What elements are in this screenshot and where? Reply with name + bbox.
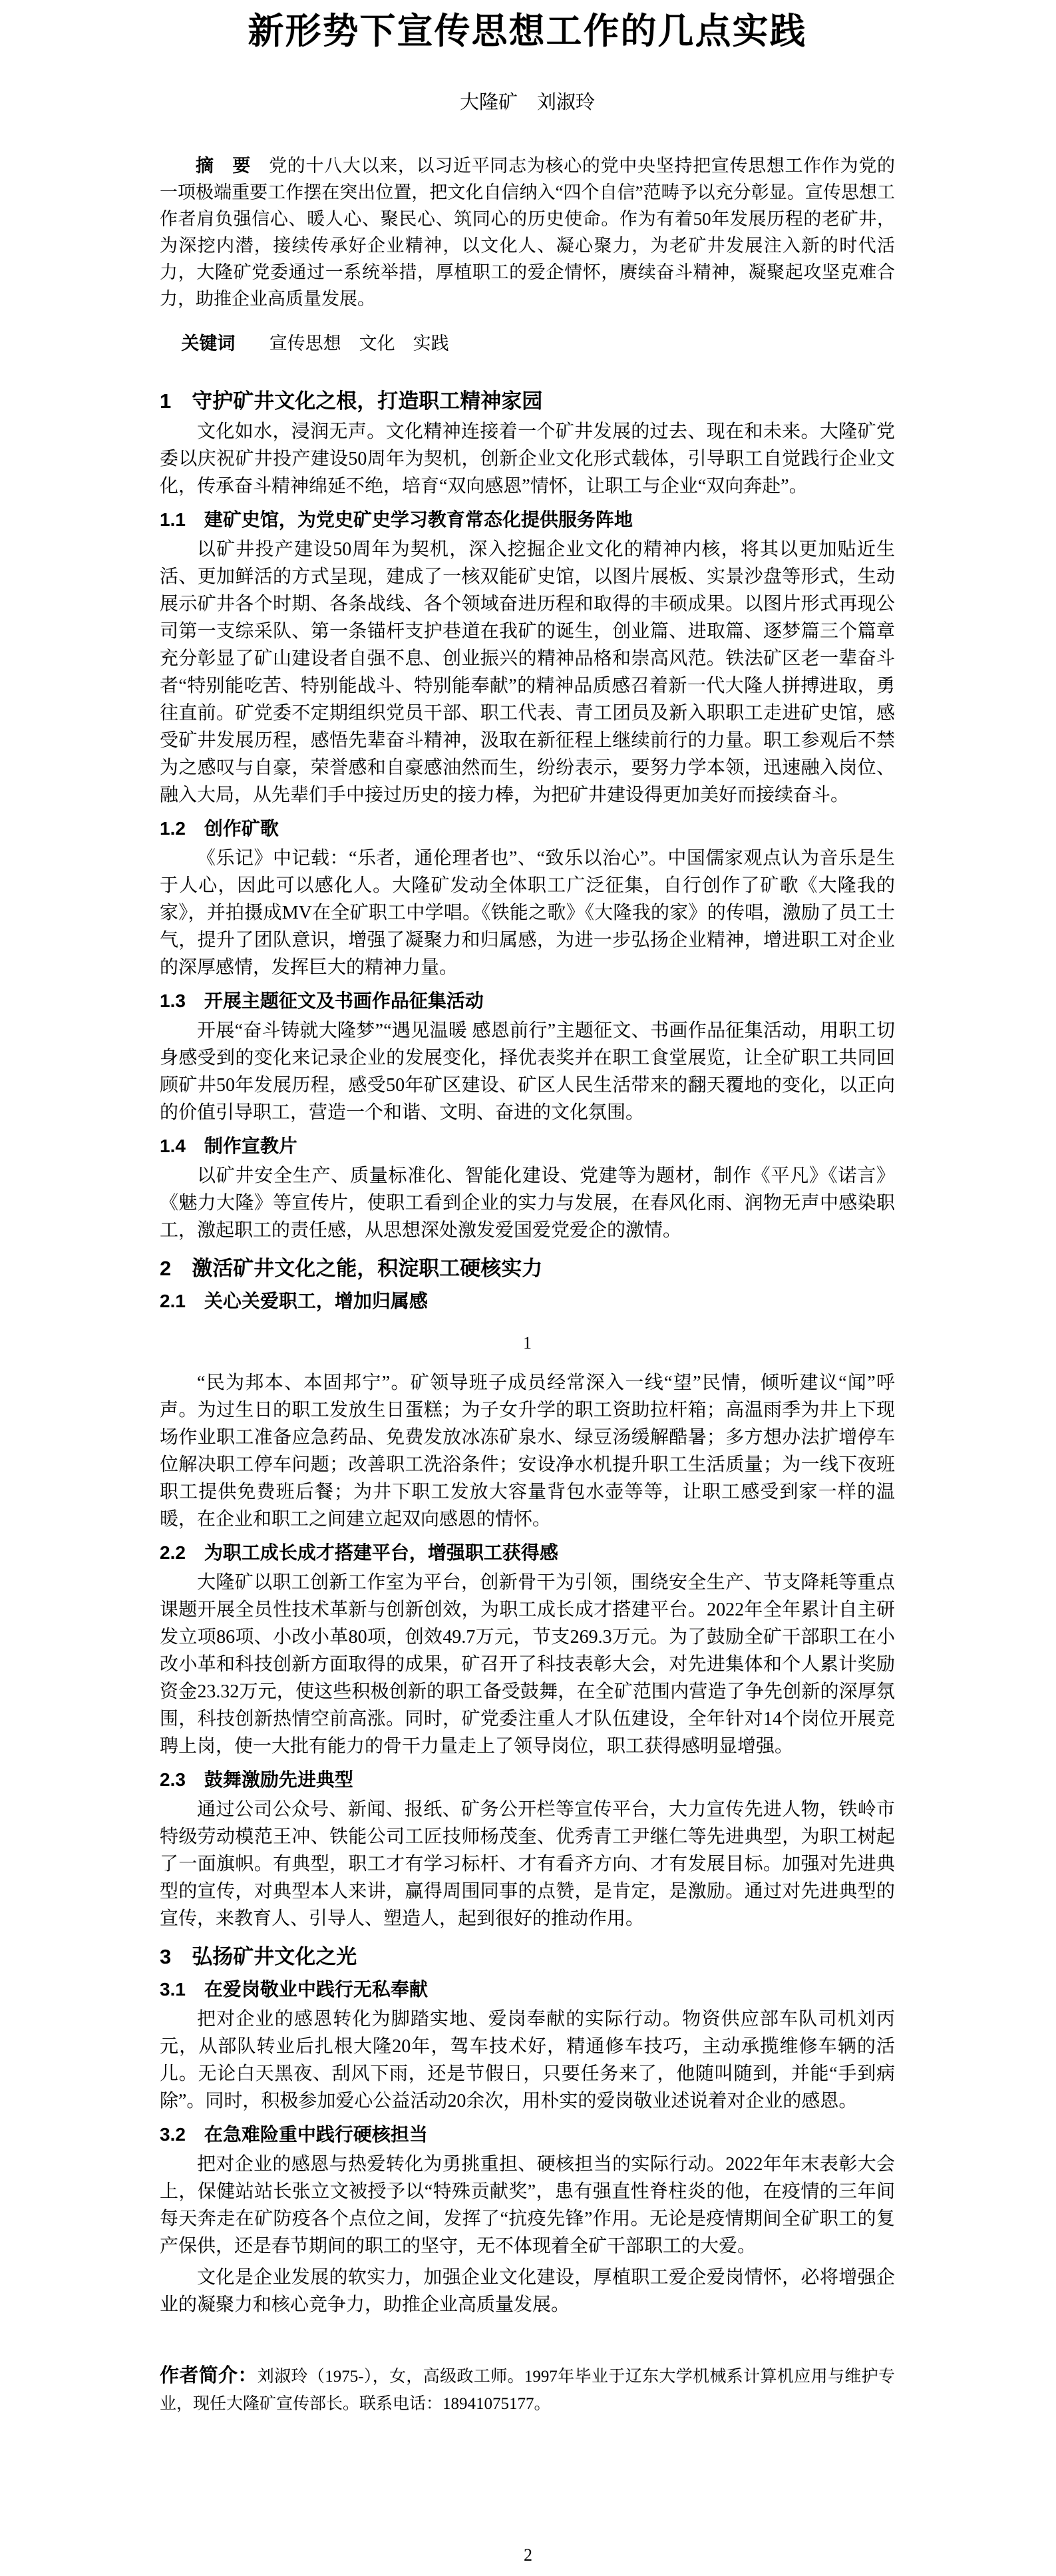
keywords xyxy=(160,330,895,357)
paragraph-conclusion: 文化是企业发展的软实力，加强企业文化建设，厚植职工爱企爱岗情怀，必将增强企业的凝聚力和核心竞争力，助推企业高质量发展。 xyxy=(160,2267,895,2315)
author-bio-text: 刘淑玲（1975-），女，高级政工师。1997年毕业于辽东大学机械系计算机应用与维护专业，现任大隆矿宣传部长。联系电话：18941075177。 xyxy=(160,2368,895,2413)
paragraph-section-2-3: 通过公司公众号、新闻、报纸、矿务公开栏等宣传平台，大力宣传先进人物，铁岭市特级劳动模范王冲、铁能公司工匠技师杨茂奎、优秀青工尹继仁等先进典型，为职工树起了一面旗帜。有典型，职工才有学习标杆、才有看齐方向、才有发展目标。加强对先进典型的宣传，对典型本人来讲，赢得周围同事的点赞，是肯定，是激励。通过对先进典型的宣传，来教育人、引导人、塑造人，起到很好的推动作用。 xyxy=(160,1799,895,1929)
byline: 大隆矿 刘淑玲 xyxy=(459,92,595,113)
heading-section-1: 1 守护矿井文化之根，打造职工精神家园 xyxy=(160,389,543,413)
page-number-1: 1 xyxy=(523,1333,532,1353)
paragraph-section-1-3: 开展“奋斗铸就大隆梦”“遇见温暖 感恩前行”主题征文、书画作品征集活动，用职工切身感受到的变化来记录企业的发展变化，择优表奖并在职工食堂展览，让全矿职工共同回顾矿井50年发展历程，感受50年矿区建设、矿区人民生活带来的翻天覆地的变化，以正向的价值引导职工，营造一个和谐、文明、奋进的文化氛围。 xyxy=(160,1020,895,1123)
author-bio xyxy=(160,2362,895,2418)
heading-section-1-1: 1.1 建矿史馆，为党史矿史学习教育常态化提供服务阵地 xyxy=(160,509,633,530)
keywords-label: 关键词 xyxy=(181,333,236,353)
heading-section-1-2: 1.2 创作矿歌 xyxy=(160,818,279,839)
heading-section-1-4: 1.4 制作宣教片 xyxy=(160,1136,297,1156)
page-number-2: 2 xyxy=(524,2545,532,2565)
heading-section-3-2: 3.2 在急难险重中践行硬核担当 xyxy=(160,2124,428,2145)
paragraph-section-3-2: 把对企业的感恩与热爱转化为勇挑重担、硬核担当的实际行动。2022年年末表彰大会上，保健站站长张立文被授予以“特殊贡献奖”，患有强直性脊柱炎的他，在疫情的三年间每天奔走在矿防疫各个点位之间，发挥了“抗疫先锋”作用。无论是疫情期间全矿职工的复产保供，还是春节期间的职工的坚守，无不体现着全矿干部职工的大爱。 xyxy=(160,2154,895,2256)
heading-section-2: 2 激活矿井文化之能，积淀职工硬核实力 xyxy=(160,1257,543,1280)
keywords-text: 宣传思想 文化 实践 xyxy=(269,333,449,353)
heading-section-1-3: 1.3 开展主题征文及书画作品征集活动 xyxy=(160,990,484,1011)
heading-section-2-3: 2.3 鼓舞激励先进典型 xyxy=(160,1769,353,1790)
author-bio-label: 作者简介： xyxy=(160,2365,258,2386)
paragraph-section-2-2: 大隆矿以职工创新工作室为平台，创新骨干为引领，围绕安全生产、节支降耗等重点课题开展全员性技术革新与创新创效，为职工成长成才搭建平台。2022年全年累计自主研发立项86项、小改小革80项，创效49.7万元，节支269.3万元。为了鼓励全矿干部职工在小改小革和科技创新方面取得的成果，矿召开了科技表彰大会，对先进集体和个人累计奖励资金23.32万元，使这些积极创新的职工备受鼓舞，在全矿范围内营造了争先创新的深厚氛围，科技创新热情空前高涨。同时，矿党委注重人才队伍建设，全年针对14个岗位开展竞聘上岗，使一大批有能力的骨干力量走上了领导岗位，职工获得感明显增强。 xyxy=(160,1572,895,1757)
paragraph-section-1-1: 以矿井投产建设50周年为契机，深入挖掘企业文化的精神内核，将其以更加贴近生活、更加鲜活的方式呈现，建成了一核双能矿史馆，以图片展板、实景沙盘等形式，生动展示矿井各个时期、各条战线、各个领域奋进历程和取得的丰硕成果。以图片形式再现公司第一支综采队、第一条锚杆支护巷道在我矿的诞生，创业篇、进取篇、逐梦篇三个篇章充分彰显了矿山建设者自强不息、创业振兴的精神品格和崇高风范。铁法矿区老一辈奋斗者“特别能吃苦、特别能战斗、特别能奉献”的精神品质感召着新一代大隆人拼搏进取，勇往直前。矿党委不定期组织党员干部、职工代表、青工团员及新入职职工走进矿史馆，感受矿井发展历程，感悟先辈奋斗精神，汲取在新征程上继续前行的力量。职工参观后不禁为之感叹与自豪，荣誉感和自豪感油然而生，纷纷表示，要努力学本领，迅速融入岗位、融入大局，从先辈们手中接过历史的接力棒，为把矿井建设得更加美好而接续奋斗。 xyxy=(160,539,895,805)
heading-section-2-2: 2.2 为职工成长成才搭建平台，增强职工获得感 xyxy=(160,1542,558,1563)
paragraph-section-1-4: 以矿井安全生产、质量标准化、智能化建设、党建等为题材，制作《平凡》《诺言》《魅力大隆》等宣传片，使职工看到企业的实力与发展，在春风化雨、润物无声中感染职工，激起职工的责任感，从思想深处激发爱国爱党爱企的激情。 xyxy=(160,1166,895,1241)
abstract xyxy=(160,152,895,312)
heading-section-2-1: 2.1 关心关爱职工，增加归属感 xyxy=(160,1291,428,1311)
paragraph-section-2-1: “民为邦本、本固邦宁”。矿领导班子成员经常深入一线“望”民情，倾听建议“闻”呼声。为过生日的职工发放生日蛋糕；为子女升学的职工资助拉杆箱；高温雨季为井上下现场作业职工准备应急药品、免费发放冰冻矿泉水、绿豆汤缓解酷暑；多方想办法扩增停车位解决职工停车问题；改善职工洗浴条件；安设净水机提升职工生活质量；为一线下夜班职工提供免费班后餐；为井下职工发放大容量背包水壶等等，让职工感受到家一样的温暖，在企业和职工之间建立起双向感恩的情怀。 xyxy=(160,1373,895,1530)
heading-section-3: 3 弘扬矿井文化之光 xyxy=(160,1945,357,1968)
paragraph-section-1-2: 《乐记》中记载：“乐者，通伦理者也”、“致乐以治心”。中国儒家观点认为音乐是生于人心，因此可以感化人。大隆矿发动全体职工广泛征集，自行创作了矿歌《大隆我的家》，并拍摄成MV在全矿职工中学唱。《铁能之歌》《大隆我的家》的传唱，激励了员工士气，提升了团队意识，增强了凝聚力和归属感，为进一步弘扬企业精神，增进职工对企业的深厚感情，发挥巨大的精神力量。 xyxy=(160,848,895,978)
paragraph-section-1-intro: 文化如水，浸润无声。文化精神连接着一个矿井发展的过去、现在和未来。大隆矿党委以庆祝矿井投产建设50周年为契机，创新企业文化形式载体，引导职工自觉践行企业文化，传承奋斗精神绵延不绝，培育“双向感恩”情怀，让职工与企业“双向奔赴”。 xyxy=(160,421,895,497)
page-title: 新形势下宣传思想工作的几点实践 xyxy=(248,11,807,51)
paragraph-section-3-1: 把对企业的感恩转化为脚踏实地、爱岗奉献的实际行动。物资供应部车队司机刘丙元，从部队转业后扎根大隆20年，驾车技术好，精通修车技巧，主动承揽维修车辆的活儿。无论白天黑夜、刮风下雨，还是节假日，只要任务来了，他随叫随到，并能“手到病除”。同时，积极参加爱心公益活动20余次，用朴实的爱岗敬业述说着对企业的感恩。 xyxy=(160,2009,895,2111)
article-body xyxy=(160,389,895,2318)
heading-section-3-1: 3.1 在爱岗敬业中践行无私奉献 xyxy=(160,1979,428,2000)
abstract-label: 摘 要 xyxy=(196,156,252,176)
abstract-text: 党的十八大以来，以习近平同志为核心的党中央坚持把宣传思想工作作为党的一项极端重要工作摆在突出位置，把文化自信纳入“四个自信”范畴予以充分彰显。宣传思想工作者肩负强信心、暖人心、聚民心、筑同心的历史使命。作为有着50年发展历程的老矿井，为深挖内潜，接续传承好企业精神，以文化人、凝心聚力，为老矿井发展注入新的时代活力，大隆矿党委通过一系统举措，厚植职工的爱企情怀，赓续奋斗精神，凝聚起攻坚克难合力，助推企业高质量发展。 xyxy=(160,156,896,309)
